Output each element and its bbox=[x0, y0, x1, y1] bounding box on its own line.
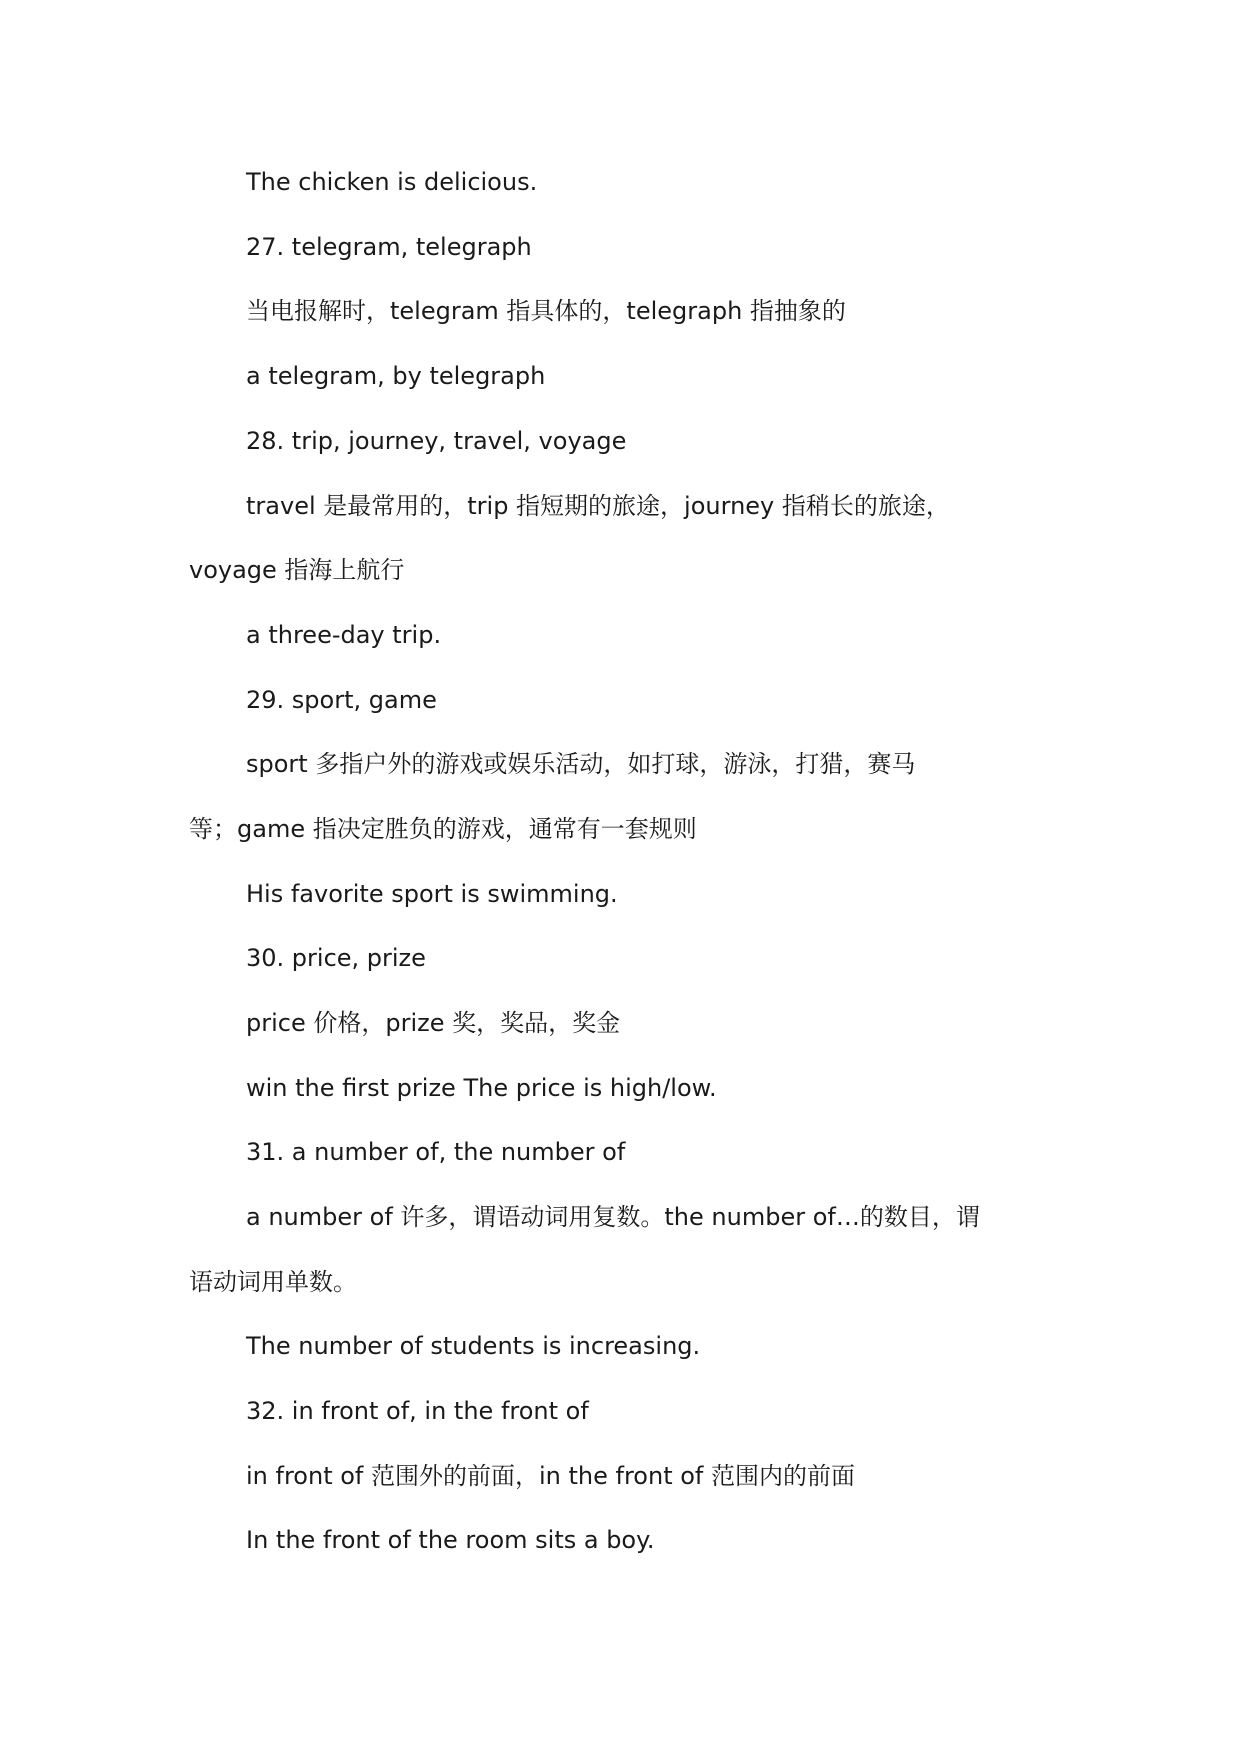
example-31: The number of students is increasing. bbox=[246, 1332, 701, 1360]
example-28: a three-day trip. bbox=[246, 621, 442, 649]
item-heading-31: 31. a number of, the number of bbox=[246, 1138, 626, 1166]
example-30: win the first prize The price is high/low. bbox=[246, 1074, 717, 1102]
explanation-30: price 价格，prize 奖，奖品，奖金 bbox=[246, 1009, 621, 1037]
item-heading-29: 29. sport, game bbox=[246, 686, 437, 714]
explanation-27: 当电报解时，telegram 指具体的，telegraph 指抽象的 bbox=[246, 297, 846, 325]
explanation-29-line-1: sport 多指户外的游戏或娱乐活动，如打球，游泳，打猎，赛马 bbox=[246, 750, 916, 778]
example-27: a telegram, by telegraph bbox=[246, 362, 546, 390]
item-heading-30: 30. price, prize bbox=[246, 944, 426, 972]
example-32: In the front of the room sits a boy. bbox=[246, 1526, 655, 1554]
item-heading-27: 27. telegram, telegraph bbox=[246, 233, 532, 261]
explanation-29-line-2: 等；game 指决定胜负的游戏，通常有一套规则 bbox=[189, 815, 697, 843]
explanation-28-line-1: travel 是最常用的，trip 指短期的旅途，journey 指稍长的旅途， bbox=[246, 492, 950, 520]
explanation-28-line-2: voyage 指海上航行 bbox=[189, 556, 405, 584]
item-heading-28: 28. trip, journey, travel, voyage bbox=[246, 427, 627, 455]
explanation-32: in front of 范围外的前面，in the front of 范围内的前面 bbox=[246, 1462, 855, 1490]
example-sentence: The chicken is delicious. bbox=[246, 168, 538, 196]
explanation-31-line-2: 语动词用单数。 bbox=[189, 1268, 357, 1296]
explanation-31-line-1: a number of 许多，谓语动词用复数。the number of…的数目，谓 bbox=[246, 1203, 980, 1231]
example-29: His favorite sport is swimming. bbox=[246, 880, 618, 908]
item-heading-32: 32. in front of, in the front of bbox=[246, 1397, 589, 1425]
